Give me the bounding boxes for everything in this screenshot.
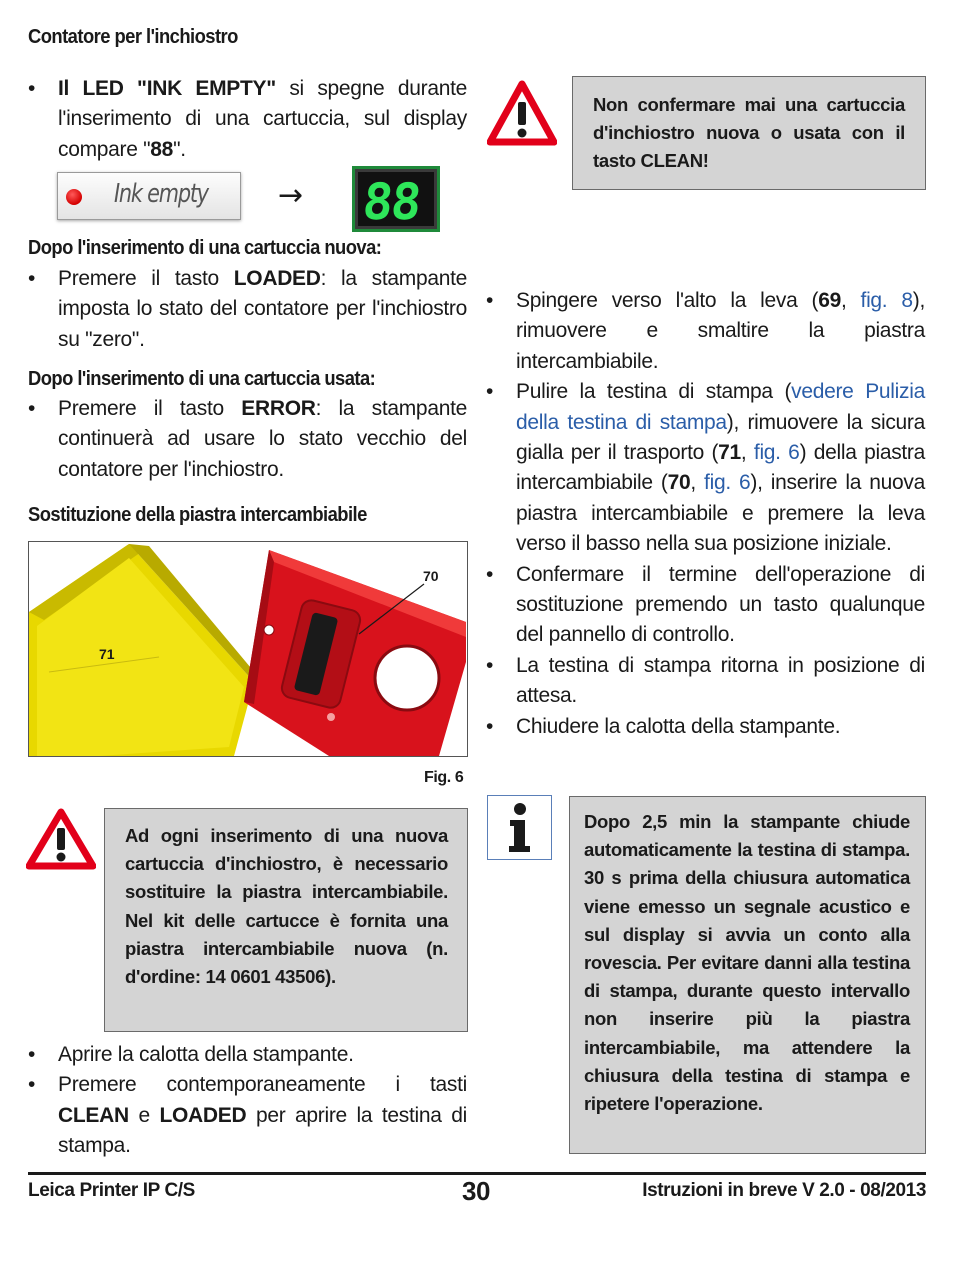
list-item: • Spingere verso l'alto la leva (69, fig. 8), rimuovere e smaltire la piastra intercambiabile. [486,286,925,377]
info-glyph [488,796,551,859]
section-heading-new-cartridge: Dopo l'inserimento di una cartuccia nuova: [28,237,382,259]
warning-note-plate: Ad ogni inserimento di una nuova cartuccia d'inchiostro, è necessario sostituire la piastra intercambiabile. Nel kit delle cartucce è fornita una piastra intercambiabile nuova (n. d'ordine: 14 0601 43506). [104,808,468,1032]
section-heading-plate: Sostituzione della piastra intercambiabile [28,504,367,526]
list-item: • Confermare il termine dell'operazione di sostituzione premendo un tasto qualunque del pannello di controllo. [486,560,925,651]
seven-segment-display [352,166,440,232]
list-item: • Premere contemporaneamente i tasti CLEAN e LOADED per aprire la testina di stampa. [28,1070,467,1161]
warning-icon [487,80,557,146]
warning-icon [26,808,96,870]
display-digits: 88 [359,173,423,231]
list-item: • Pulire la testina di stampa (vedere Pulizia della testina di stampa), rimuovere la sicura gialla per il trasporto (71, fig. 6) della piastra intercambiabile (70, fig. 6), inserire la nuova piastra intercambiabile e premere la leva verso il basso nella sua posizione iniziale. [486,377,925,559]
list-item: • Premere il tasto LOADED: la stampante imposta lo stato del contatore per l'inchiostro su "zero". [28,264,467,355]
plate-illustration [29,542,467,756]
warning-note-clean: Non confermare mai una cartuccia d'inchiostro nuova o usata con il tasto CLEAN! [572,76,926,190]
used-cartridge-list [28,394,467,485]
link-fig-6[interactable]: fig. 6 [704,471,751,495]
list-item: • Premere il tasto ERROR: la stampante continuerà ad usare lo stato vecchio del contatore per l'inchiostro. [28,394,467,485]
list-item: • Il LED "INK EMPTY" si spegne durante l'inserimento di una cartuccia, sul display compare "88". [28,74,467,165]
list-item: • La testina di stampa ritorna in posizione di attesa. [486,651,925,712]
new-cartridge-list [28,264,467,355]
list-item: • Aprire la calotta della stampante. [28,1040,467,1070]
section-heading-ink-counter: Contatore per l'inchiostro [28,26,238,48]
footer-rule [28,1172,926,1175]
section-heading-used-cartridge: Dopo l'inserimento di una cartuccia usata: [28,368,376,390]
led-list [28,74,467,165]
footer-product: Leica Printer IP C/S [28,1180,195,1201]
label-70: 70 [423,568,439,584]
footer-doc: Istruzioni in breve V 2.0 - 08/2013 [642,1180,926,1201]
ink-empty-label: Ink empty [114,179,208,209]
info-icon [487,795,552,860]
info-note-timeout: Dopo 2,5 min la stampante chiude automaticamente la testina di stampa. 30 s prima della chiusura automatica viene emesso un segnale acustico e sul display si avvia un conto alla rovescia. Per evitare danni alla testina di stampa, durante questo intervallo non inserire più la piastra intercambiabile, ma attendere la chiusura della testina di stampa e ripetere l'operazione. [569,796,926,1154]
arrow: → [278,178,304,213]
link-fig-8[interactable]: fig. 8 [860,289,913,312]
ink-empty-panel [57,172,241,220]
page-number: 30 [462,1176,490,1206]
red-led-icon [66,189,82,205]
list-item: • Chiudere la calotta della stampante. [486,712,925,742]
label-71: 71 [99,646,115,662]
link-cleaning-head[interactable]: vedere Pulizia della testina di stampa [516,380,925,434]
figure-6 [28,541,468,757]
plate-steps-list [486,286,925,742]
open-head-list [28,1040,467,1162]
figure-caption: Fig. 6 [424,769,464,786]
link-fig-6[interactable]: fig. 6 [753,441,800,465]
